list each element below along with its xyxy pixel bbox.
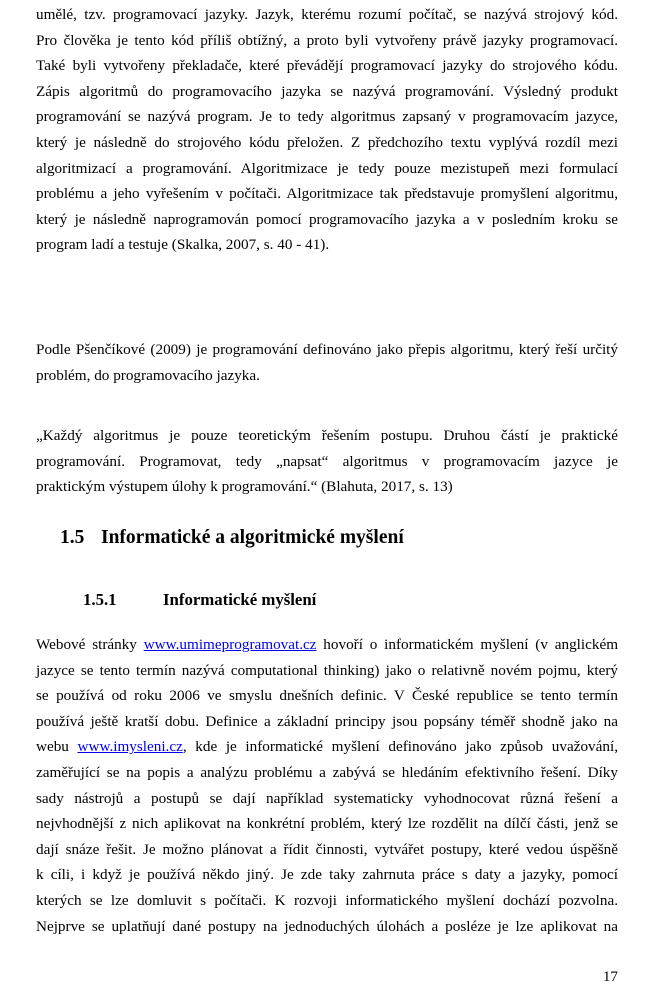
paragraph-computational-thinking [36, 632, 618, 939]
text-line: problému a jeho vyřešením v počítači. Algoritmizace tak představuje promyšlení algoritmu, [36, 185, 618, 203]
text-line: Nejprve se uplatňují dané postupy na jednoduchých úlohách a posléze je lze aplikovat na [36, 917, 618, 935]
text-line: praktickým výstupem úlohy k programování.“ (Blahuta, 2017, s. 13) [36, 478, 453, 496]
text-line: problém, do programovacího jazyka. [36, 366, 260, 384]
text-fragment: hovoří o informatickém myšlení (v anglickém [316, 636, 619, 653]
text-fragment: Webové stránky [36, 636, 144, 653]
page-number: 17 [602, 968, 618, 985]
text-line: dají snáze řešit. Je možno plánovat a řídit činnosti, vytvářet postupy, které vedou úspěšně [36, 840, 618, 858]
text-line: sady nástrojů a postupů se dají například systematicky vyhodnocovat různá řešení a [36, 789, 618, 807]
paragraph-psencikova-definition [36, 337, 618, 388]
text-line: programování. Programovat, tedy „napsat“ algoritmus v programovacím jazyce je [36, 452, 618, 470]
section-title: Informatické a algoritmické myšlení [101, 527, 404, 548]
paragraph-programming-intro [36, 2, 618, 258]
text-line: zaměřující se na popis a analýzu problému a zabývá se hledáním efektivního řešení. Díky [36, 763, 618, 781]
text-line: algoritmizací a programování. Algoritmizace je tedy pouze mezistupeň mezi formulací [36, 159, 618, 177]
text-line [36, 632, 618, 658]
text-line [36, 734, 618, 760]
text-line: který je následně do strojového kódu přeložen. Z předchozího textu vyplývá rozdíl mezi [36, 133, 618, 151]
subsection-title: Informatické myšlení [163, 590, 317, 609]
text-line: „Každý algoritmus je pouze teoretickým řešením postupu. Druhou částí je praktické [36, 427, 618, 444]
subsection-heading [83, 590, 316, 610]
text-line: kterých se lze domluvit s počítači. K rozvoji informatického myšlení dochází pozvolna. [36, 891, 618, 909]
umimeprogramovat-link[interactable]: www.umimeprogramovat.cz [143, 636, 317, 653]
text-line: Podle Pšenčíkové (2009) je programování definováno jako přepis algoritmu, který řeší určitý [36, 341, 618, 358]
text-line: Také byli vytvořeny překladače, které převádějí programovací jazyky do strojového kódu. [36, 57, 618, 75]
text-line: Zápis algoritmů do programovacího jazyka se nazývá programování. Výsledný produkt [36, 82, 618, 100]
text-line: nejvhodnější z nich aplikovat na konkrétní problém, který lze rozdělit na dílčí části, jenž se [36, 815, 618, 833]
section-heading [60, 527, 404, 549]
imysleni-link[interactable]: www.imysleni.cz [77, 738, 183, 756]
paragraph-blahuta-quote [36, 423, 618, 500]
text-line: program ladí a testuje (Skalka, 2007, s. 40 - 41). [36, 236, 330, 254]
text-fragment: webu [36, 738, 78, 756]
text-line: umělé, tzv. programovací jazyky. Jazyk, kterému rozumí počítač, se nazývá strojový kód. [36, 6, 618, 23]
text-line: Pro člověka je tento kód příliš obtížný, a proto byli vytvořeny právě jazyky programovací. [36, 31, 618, 49]
text-line: programování se nazývá program. Je to tedy algoritmus zapsaný v programovacím jazyce, [36, 108, 618, 126]
text-line: používá ještě kratší dobu. Definice a základní principy jsou popsány téměř shodně jako na [36, 712, 618, 730]
text-line: který je následně naprogramován pomocí programovacího jazyka a v posledním kroku se [36, 210, 618, 228]
text-fragment: , kde je informatické myšlení definováno jako způsob uvažování, [182, 738, 618, 756]
text-line: jazyce se tento termín nazývá computational thinking) jako o relativně novém pojmu, který [36, 661, 618, 679]
text-line: k cíli, i když je používá někdo jiný. Je zde taky zahrnuta práce s daty a jazyky, pomocí [36, 866, 618, 884]
text-line: se používá od roku 2006 ve smyslu dnešních definic. V České republice se tento termín [36, 687, 618, 705]
subsection-number: 1.5.1 [83, 590, 117, 609]
section-number: 1.5 [60, 527, 85, 548]
